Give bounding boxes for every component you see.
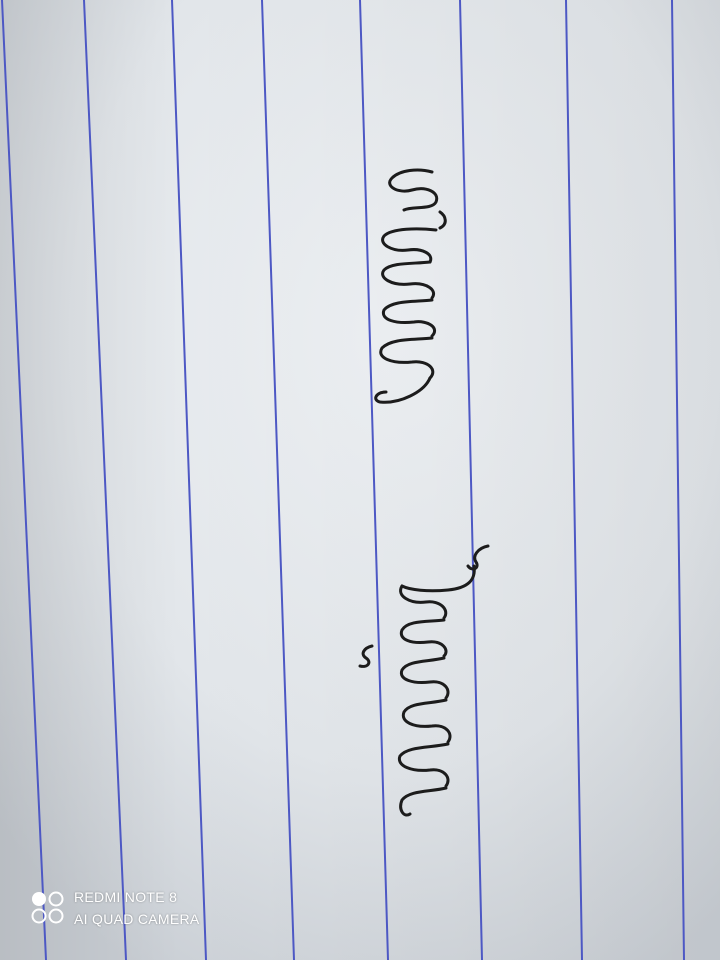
watermark-text [74,886,200,930]
watermark-model: REDMI NOTE 8 [74,889,178,905]
watermark-camera: AI QUAD CAMERA [74,911,200,927]
quad-camera-logo-icon [30,890,66,926]
camera-watermark [30,886,200,930]
